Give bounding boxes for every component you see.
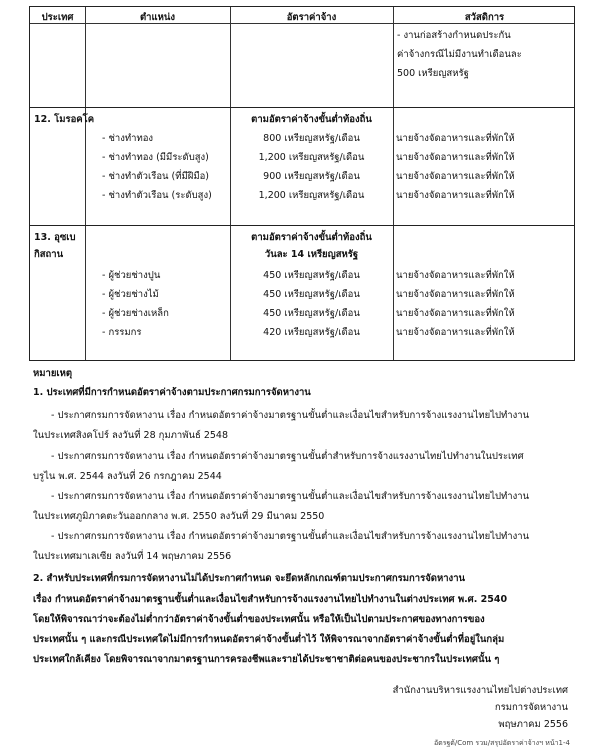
note-line: ในประเทศมาเลเซีย ลงวันที่ 14 พฤษภาคม 2556 — [33, 551, 232, 562]
benefit-cell: นายจ้างจัดอาหารและที่พักให้ — [396, 308, 515, 319]
wage-table — [29, 6, 575, 361]
note-item-2: 2. สำหรับประเทศที่กรมการจัดหางานไม่ได้ประกาศกำหนด จะยึดหลักเกณฑ์ตามประกาศกรมการจัดหางาน — [33, 573, 466, 584]
benefit-cell: นายจ้างจัดอาหารและที่พักให้ — [396, 190, 515, 201]
position-cell: - ช่างทำตัวเรือน (ระดับสูง) — [102, 190, 212, 201]
note-item-2-line: ประเทศใกล้เคียง โดยพิจารณาจากมาตรฐานการครองชีพและรายได้ประชาชาติต่อคนของประชากรในประเทศนั้น ๆ — [33, 654, 500, 665]
position-cell: - ช่างทำทอง (มีมีระดับสูง) — [102, 152, 209, 163]
header-wage: อัตราค่าจ้าง — [286, 12, 337, 23]
note-line: - ประกาศกรมการจัดหางาน เรื่อง กำหนดอัตราค่าจ้างมาตรฐานขั้นต่ำและเงื่อนไขสำหรับการจ้างแรงงานไทยไปทำงาน — [51, 531, 530, 542]
continuation-benefit-line: 500 เหรียญสหรัฐ — [397, 68, 469, 79]
position-cell: - กรรมกร — [102, 327, 142, 338]
continuation-benefit-line: - งานก่อสร้างกำหนดประกัน — [397, 30, 511, 41]
notes-heading: หมายเหตุ — [33, 368, 73, 379]
rate-header-morocco: ตามอัตราค่าจ้างขั้นต่ำท้องถิ่น — [251, 114, 372, 125]
benefit-cell: นายจ้างจัดอาหารและที่พักให้ — [396, 152, 515, 163]
note-line: - ประกาศกรมการจัดหางาน เรื่อง กำหนดอัตราค่าจ้างมาตรฐานขั้นต่ำและเงื่อนไขสำหรับการจ้างแรงงานไทยไปทำงาน — [51, 491, 530, 502]
signature-department: กรมการจัดหางาน — [494, 702, 568, 713]
continuation-benefit-line: ค่าจ้างกรณีไม่มีงานทำเดือนละ — [397, 49, 522, 60]
position-cell: - ช่างทำตัวเรือน (ที่มีฝีมือ) — [102, 171, 210, 182]
note-item-2-line: ประเทศนั้น ๆ และกรณีประเทศใดไม่มีการกำหนดอัตราค่าจ้างขั้นต่ำไว้ ให้พิจารณาจากอัตราค่าจ้างขั้นต่ำที่อยู่ในกลุ่ม — [33, 634, 505, 645]
row-divider — [30, 107, 574, 108]
column-divider — [393, 7, 394, 360]
benefit-cell: นายจ้างจัดอาหารและที่พักให้ — [396, 289, 515, 300]
row-divider — [30, 225, 574, 226]
position-cell: - ผู้ช่วยช่างปูน — [102, 270, 161, 281]
wage-cell: 900 เหรียญสหรัฐ/เดือน — [263, 171, 360, 182]
benefit-cell: นายจ้างจัดอาหารและที่พักให้ — [396, 171, 515, 182]
country-uzbekistan-line1: 13. อุซเบ — [34, 232, 76, 243]
note-line: - ประกาศกรมการจัดหางาน เรื่อง กำหนดอัตราค่าจ้างมาตรฐานขั้นต่ำสำหรับการจ้างแรงงานไทยไปทำงานในประเทศ — [51, 451, 524, 462]
benefit-cell: นายจ้างจัดอาหารและที่พักให้ — [396, 270, 515, 281]
wage-cell: 1,200 เหรียญสหรัฐ/เดือน — [258, 190, 365, 201]
header-country: ประเทศ — [41, 12, 74, 23]
column-divider — [85, 7, 86, 360]
wage-cell: 1,200 เหรียญสหรัฐ/เดือน — [258, 152, 365, 163]
note-line: ในประเทศภูมิภาคตะวันออกกลาง พ.ศ. 2550 ลงวันที่ 29 มีนาคม 2550 — [33, 511, 325, 522]
benefit-cell: นายจ้างจัดอาหารและที่พักให้ — [396, 327, 515, 338]
wage-cell: 450 เหรียญสหรัฐ/เดือน — [263, 270, 360, 281]
signature-date: พฤษภาคม 2556 — [498, 719, 568, 730]
position-cell: - ช่างทำทอง — [102, 133, 154, 144]
note-line: ในประเทศสิงคโปร์ ลงวันที่ 28 กุมภาพันธ์ 2548 — [33, 430, 228, 441]
note-line: - ประกาศกรมการจัดหางาน เรื่อง กำหนดอัตราค่าจ้างมาตรฐานขั้นต่ำและเงื่อนไขสำหรับการจ้างแรงงานไทยไปทำงาน — [51, 410, 530, 421]
country-uzbekistan-line2: กิสถาน — [34, 249, 64, 260]
note-item-2-line: เรื่อง กำหนดอัตราค่าจ้างมาตรฐานขั้นต่ำและเงื่อนไขสำหรับการจ้างแรงงานไทยไปทำงานในต่างประเทศ พ.ศ. 2540 — [33, 594, 508, 605]
wage-cell: 450 เหรียญสหรัฐ/เดือน — [263, 289, 360, 300]
rate-header-uzbekistan: ตามอัตราค่าจ้างขั้นต่ำท้องถิ่น — [251, 232, 372, 243]
country-morocco: 12. โมรอคโค — [34, 114, 95, 125]
wage-cell: 450 เหรียญสหรัฐ/เดือน — [263, 308, 360, 319]
note-item-2-line: โดยให้พิจารณาว่าจะต้องไม่ต่ำกว่าอัตราค่าจ้างขั้นต่ำของประเทศนั้น หรือให้เป็นไปตามประกาศของทางการของ — [33, 614, 485, 625]
rate-header-uzbekistan-daily: วันละ 14 เหรียญสหรัฐ — [264, 249, 359, 260]
position-cell: - ผู้ช่วยช่างเหล็ก — [102, 308, 169, 319]
header-benefits: สวัสดิการ — [464, 12, 505, 23]
note-item-1: 1. ประเทศที่มีการกำหนดอัตราค่าจ้างตามประกาศกรมการจัดหางาน — [33, 387, 311, 398]
wage-cell: 420 เหรียญสหรัฐ/เดือน — [263, 327, 360, 338]
wage-cell: 800 เหรียญสหรัฐ/เดือน — [263, 133, 360, 144]
file-path-footer: อัตรฐต้/Com รวม/สรุปอัตราค่าจ้างฯ หน้า1-4 — [433, 739, 570, 747]
header-position: ตำแหน่ง — [139, 12, 176, 23]
signature-office: สำนักงานบริหารแรงงานไทยไปต่างประเทศ — [392, 685, 568, 696]
note-line: บรูไน พ.ศ. 2544 ลงวันที่ 26 กรกฎาคม 2544 — [33, 471, 222, 482]
position-cell: - ผู้ช่วยช่างไม้ — [102, 289, 159, 300]
benefit-cell: นายจ้างจัดอาหารและที่พักให้ — [396, 133, 515, 144]
